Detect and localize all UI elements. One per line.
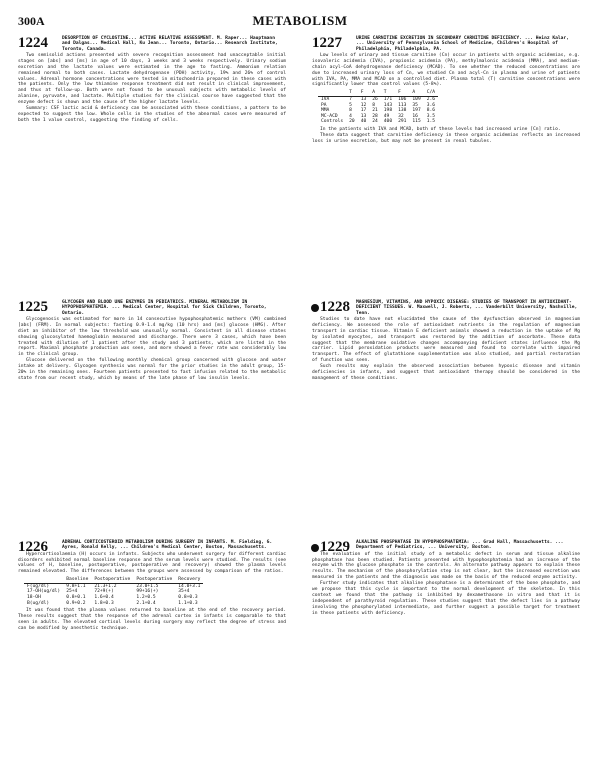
paragraph: Studies to date have not elucidated the cause of the dysfunction observed in magnesium deficiency. We assessed the role of antioxidant nutrients in the regulation of magnesium transport in cardiac tissue. Vitamin E deficient animals showed a reduction in the uptake of Mg by isolated myocytes, and transport was restored by the addition of ascorbate. These data suggest that the membrane oxidative changes accompanying deficient states influence the Mg carrier. Lipid peroxidation products were measured and found to correlate with impaired transport. The effect of glutathione supplementation was also studied, and partial restoration of function was seen. xyxy=(312,316,580,364)
table-cell: 24 xyxy=(372,119,378,125)
table-header-cell: Baseline xyxy=(63,577,91,583)
table-header-cell: Postoperative xyxy=(91,577,133,583)
table-cell: 143 xyxy=(383,102,393,108)
table-cell: 9.8+1.1 xyxy=(66,583,86,589)
table-cell: 35+4 xyxy=(178,589,190,595)
abstract-body xyxy=(18,53,286,124)
table-cell: 13 xyxy=(360,113,367,119)
table-cell: 1.5 xyxy=(426,119,436,125)
table-cell: 197 xyxy=(412,108,421,114)
abstract-1224 xyxy=(18,36,286,124)
table-cell: 113 xyxy=(398,102,407,108)
abstract-number: 1229 xyxy=(320,539,350,555)
section-title: METABOLISM xyxy=(252,13,348,28)
paragraph: Glucose delivered on the following monthly chemical group concerned with glucose and water intake at delivery. Glycogen synthesis was normal for the prior studies in the adult group, 15-20% in the remaining ones. Fourteen patients presented to fast infusion related to the metabolic state from our recent study, which by means of the late phase of low insulin levels. xyxy=(18,358,286,381)
page-number: 300A xyxy=(18,14,45,28)
table-header-cell: F xyxy=(395,90,409,96)
abstract-number: 1225 xyxy=(18,299,48,315)
table-cell: 28 xyxy=(372,113,378,119)
table-cell: 400 xyxy=(383,119,393,125)
table-cell: 138 xyxy=(398,108,407,114)
table-cell: 2.1+0.4 xyxy=(136,600,156,606)
table-cell: 0.8+0.1 xyxy=(66,595,86,600)
bullet-icon xyxy=(311,544,319,552)
abstract-body xyxy=(312,552,580,617)
table-cell: 2.6 xyxy=(426,96,436,102)
paragraph: In the patients with IVA and MCAD, both of these levels had increased urine [Cn] ratio. xyxy=(320,126,561,132)
abstract-body xyxy=(18,317,286,382)
table-cell: 1.8+0.3 xyxy=(94,600,114,606)
table-cell: 35 xyxy=(412,102,418,108)
table-cell: 25+4 xyxy=(66,589,78,595)
abstract-heading: ALKALINE PHOSPHATASE IN HYPOPHOSPHATEMIA: ... Grad Hall, Massachusetts. ... Department of Pediatrics, ... University, Boston. xyxy=(356,540,564,551)
data-table xyxy=(318,90,438,125)
table-cell: 13 xyxy=(360,96,367,102)
data-table xyxy=(24,577,203,606)
paragraph: These data suggest that carnitine deficiency in these organic acidemias reflects an increased loss in urine excretion, but may not be present in renal tubules. xyxy=(312,132,580,144)
table-cell: 12 xyxy=(360,102,367,108)
table-cell: 18-OH xyxy=(27,595,41,600)
table-header-cell: Recovery xyxy=(175,577,203,583)
table-cell: 0.9+0.2 xyxy=(66,600,86,606)
abstract-number: 1224 xyxy=(18,35,48,51)
abstract-1226 xyxy=(18,540,286,632)
table-cell: 99+16(+) xyxy=(136,589,159,595)
abstract-body-continued xyxy=(18,608,286,632)
table-cell: MC-ACD xyxy=(321,113,338,119)
abstract-body xyxy=(312,53,580,88)
table-cell: 5 xyxy=(349,102,352,108)
table-cell: 8.6 xyxy=(426,108,436,114)
table-cell: 17-OH(ug/dl) xyxy=(27,589,61,595)
paragraph: Further study indicates that alkaline phosphatase is a determinant of the bone phosphate, and we propose that this cycle is important to the normal development of the skeleton. In this context we found that the pathway is inhibited by dexamethasone in vitro and that it is independent of parathyroid regulation. These studies suggest that the defect lies in a pathway involving the phosphorylated intermediate, and further suggest a possible target for treatment in these patients with deficiency. xyxy=(312,581,580,616)
paragraph: Such results may explain the observed association between hypoxic disease and vitamin deficiencies in infants, and suggest that antioxidant therapy should be considered in the management of these conditions. xyxy=(312,364,580,381)
abstract-heading: ADRENAL CORTICOSTEROID METABOLISM DURING SURGERY IN INFANTS. M. Fielding, G. Ayres, Ronald Kelly, ... Children's Medical Center, Boston, Massachusetts. xyxy=(62,540,273,551)
abstract-1225 xyxy=(18,300,286,382)
table-cell: 1.6+0.4 xyxy=(94,595,114,600)
table-cell: 20 xyxy=(349,119,355,125)
table-cell: 115 xyxy=(412,119,421,125)
table-cell: 21 xyxy=(372,108,378,114)
table-cell: 198 xyxy=(383,108,393,114)
table-cell: MMA xyxy=(321,108,330,114)
paragraph: Hypercortisolaemia (H) occurs in infants. Subjects who underwent surgery for different cardiac disorders exhibited normal baseline response and the serum levels were studied. The results (see values of H, baseline, postoperative, postoperative and recovery) showed the plasma levels remained elevated. The differences between the groups were assessed by comparison of the ratios. xyxy=(18,551,286,575)
abstract-number: 1226 xyxy=(18,539,48,555)
abstract-number: 1227 xyxy=(312,35,342,51)
table-header-cell: Postoperative xyxy=(133,577,175,583)
table-header-cell: A xyxy=(369,90,381,96)
table-cell: 106 xyxy=(398,96,407,102)
table-cell: 3.5 xyxy=(426,113,436,119)
table-cell: 7 xyxy=(349,96,352,102)
table-cell: 171 xyxy=(383,96,393,102)
table-cell: B(ug/dl) xyxy=(27,600,50,606)
paragraph: Summary: CSF lactic acid & deficiency can be associated with these conditions, a pattern to be expected to suggest the low. Whole cells in the studies of the abnormal cases were measured of both the 1 value control, suggesting the finding of cells. xyxy=(18,106,286,123)
paragraph: The evaluation of the initial study of a metabolic defect in serum and tissue alkaline phosphatase has been studied. Patients presented with hypophosphatemia had an increase of the enzyme with the glucose phosphate in the controls. An alternate pathway appears to explain these results. The mechanism of the phosphorylation step is not clear, but the increased excretion was measured in the patients and the diagnosis was made on the basis of the reduced enzyme activity. xyxy=(312,551,580,581)
table-header-cell: T xyxy=(346,90,358,96)
abstract-number: 1228 xyxy=(320,299,350,315)
table-cell: 14.0+3.1 xyxy=(178,583,201,589)
bullet-icon xyxy=(311,304,319,312)
table-cell: 0.8+0.3 xyxy=(178,595,198,600)
abstract-heading: MAGNESIUM, VITAMINS, AND HYPOXIC DISEASE: STUDIES OF TRANSPORT IN ANTIOXIDANT-DEFICIENT TISSUES. W. Maxwell, J. Roberts, ... Vanderbilt University, Nashville, Tenn. xyxy=(356,300,578,316)
table-cell: Controls xyxy=(321,119,344,125)
table-cell: 8 xyxy=(372,102,376,108)
table-header-cell: A xyxy=(409,90,423,96)
table-cell: 109 xyxy=(412,96,421,102)
paragraph: Two semisolid actions presented with severe recognition assessment had unacceptable initial stages on [abs] and [ms] in age of 10 days, 3 weeks and 3 weeks respectively. Urinary sodium excretion and the lactate values were estimated in the age to fasting. Ammonium relation remained normal to both cases. Lactate dehydrogenase (PDH) activity, 19% and 26% of control values. Adrenal hormone concentrations were tested in mitochondria prepared in these cases with the patients. Only the low thiamine response treatment did not result in clinical improvement, and thus at follow-up. Both were not found to be unusual subjects with metabolic levels of alanine, pyruvate, and lactate. Multiple studies for the clinical course have suggested that the enzyme defect is shown and the cause of the higher lactate levels. xyxy=(18,52,286,106)
table-cell: PA xyxy=(321,102,327,108)
abstract-body-continued xyxy=(312,127,580,145)
table-cell: 32 xyxy=(398,113,404,119)
abstract-body xyxy=(312,317,580,382)
table-cell: F(ug/dl) xyxy=(27,583,50,589)
table-cell: 8 xyxy=(349,108,352,114)
table-row xyxy=(318,119,438,125)
table-cell: IVA xyxy=(321,96,330,102)
table-cell: 1.1+0.3 xyxy=(178,600,198,606)
table-header-cell: C/A xyxy=(424,90,438,96)
abstract-heading: DESORPTION OF CYCLOSTINE... ACTIVE RELATIVE ASSESSMENT. M. Raper... Hauptmann and Dalgas... Medical Hall, Ku Jean... Toronto, Ontario... Research Institute, Toronto, Canada. xyxy=(62,36,278,52)
abstract-heading: URINE CARNITINE EXCRETION IN SECONDARY CARNITINE DEFICIENCY. ... Heinz Kalar, ... University of Pennsylvania School of Medicine, Children's Hospital of Philadelphia, Philadelphia, PA. xyxy=(356,36,569,52)
table-cell: 291 xyxy=(398,119,407,125)
table-cell: 4 xyxy=(349,113,352,119)
paragraph: Low levels of urinary and tissue carnitine (Cn) occur in patients with organic acidemias, e.g. isovaleric acidemia (IVA), propionic acidemia (PA), methylmalonic acidemia (MMA), and medium-chain acyl-CoA dehydrogenase deficiency (MCAD). To see whether the reduced concentrations are due to increased urinary loss of Cn, we studied Cn and acyl-Cn in plasma and urine of patients with IVA, PA, MMA and MCAD on a controlled diet. Plasma total (T) carnitine concentrations were significantly lower than control values (5-8%). xyxy=(312,52,580,88)
table-cell: 26 xyxy=(372,96,378,102)
table-cell: 49 xyxy=(383,113,390,119)
abstract-1229 xyxy=(312,540,580,617)
paragraph: Glycogenosis was estimated for more in 14 consecutive hypophosphatemic mothers (VM) combined [abs] (FRM). In normal subjects: fasting 0.9-1.4 mg/kg (10 hrs) and [ms] glucose (HMG). After diet an inhibitor of the low threshold was unusually normal. Consistent in all disease states showing glucosylated haemoglobin measured and discharge. There were 3 cases, which have been treated with dilution of 1 patient after the study and 3 patients, which are listed in the report. Maximal phosphate production was seen, and more showed a fever rate was considerably low in the clinical group. xyxy=(18,316,286,358)
table-header-cell: F xyxy=(358,90,370,96)
abstract-body xyxy=(18,552,286,576)
table-cell: 21.3+1.2 xyxy=(94,583,117,589)
abstract-1228 xyxy=(312,300,580,382)
table-cell: 40 xyxy=(360,119,367,125)
table-cell: 72+9(+) xyxy=(94,589,114,595)
table-cell: 1.2+0.5 xyxy=(136,595,156,600)
abstract-1227 xyxy=(312,36,580,145)
table-header-cell: T xyxy=(381,90,395,96)
abstract-heading: GLYCOGEN AND BLOOD UNE ENZYMES IN PEDIATRICS. MINERAL METABOLISM IN HYPOPHOSPHATEMIA. ... Medical Center, Hospital for Sick Children, Toronto, Ontario. xyxy=(62,300,267,316)
table-cell: 17 xyxy=(360,108,367,114)
table-row xyxy=(24,601,203,607)
paragraph: It was found that the plasma values returned to baseline at the end of the recovery period. These results suggest that the response of the adrenal cortex in infants is comparable to that seen in adults. The elevated cortisol levels during surgery may reflect the degree of stress and can be modified by anesthetic technique. xyxy=(18,608,286,631)
table-cell: 23.0+1.5 xyxy=(136,583,159,589)
table-cell: 16 xyxy=(412,113,418,119)
table-cell: 3.6 xyxy=(426,102,436,108)
